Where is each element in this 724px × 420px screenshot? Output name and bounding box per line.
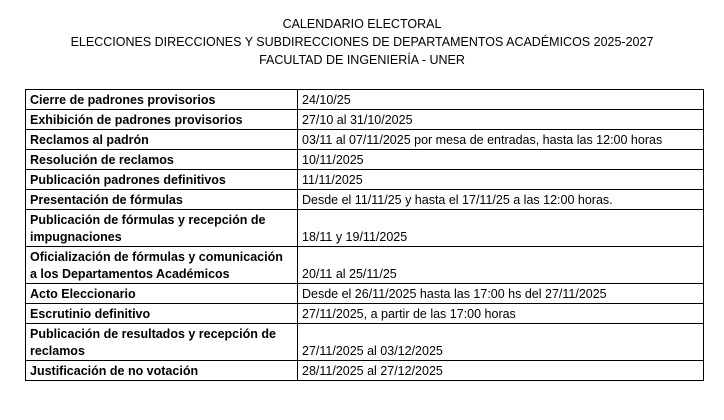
table-row <box>26 324 704 361</box>
table-row <box>26 150 704 170</box>
table-row <box>26 170 704 190</box>
table-row <box>26 210 704 247</box>
row-value: 10/11/2025 <box>298 150 704 170</box>
calendar-title: CALENDARIO ELECTORAL <box>282 17 442 31</box>
row-value: 27/11/2025 al 03/12/2025 <box>298 324 704 361</box>
row-label: Cierre de padrones provisorios <box>26 90 298 110</box>
row-value: 27/10 al 31/10/2025 <box>298 110 704 130</box>
row-value: 03/11 al 07/11/2025 por mesa de entradas, hasta las 12:00 horas <box>298 130 704 150</box>
row-label: Escrutinio definitivo <box>26 304 298 324</box>
row-label: Reclamos al padrón <box>26 130 298 150</box>
row-value: 11/11/2025 <box>298 170 704 190</box>
table-row <box>26 90 704 110</box>
row-value: 20/11 al 25/11/25 <box>298 247 704 284</box>
document-header <box>0 15 724 69</box>
election-title: ELECCIONES DIRECCIONES Y SUBDIRECCIONES DE DEPARTAMENTOS ACADÉMICOS 2025-2027 <box>70 35 654 49</box>
table-row <box>26 284 704 304</box>
row-label: Exhibición de padrones provisorios <box>26 110 298 130</box>
electoral-calendar-table <box>25 89 704 381</box>
row-value: 24/10/25 <box>298 90 704 110</box>
row-label: Justificación de no votación <box>26 361 298 381</box>
table-row <box>26 190 704 210</box>
row-label: Publicación de resultados y recepción de reclamos <box>26 324 298 361</box>
table-row <box>26 361 704 381</box>
faculty-title: FACULTAD DE INGENIERÍA - UNER <box>259 53 465 67</box>
table-row <box>26 130 704 150</box>
row-value: 28/11/2025 al 27/12/2025 <box>298 361 704 381</box>
row-label: Publicación de fórmulas y recepción de impugnaciones <box>26 210 298 247</box>
table-row <box>26 247 704 284</box>
table-row <box>26 304 704 324</box>
row-label: Oficialización de fórmulas y comunicación a los Departamentos Académicos <box>26 247 298 284</box>
row-label: Resolución de reclamos <box>26 150 298 170</box>
row-value: Desde el 11/11/25 y hasta el 17/11/25 a las 12:00 horas. <box>298 190 704 210</box>
row-value: Desde el 26/11/2025 hasta las 17:00 hs del 27/11/2025 <box>298 284 704 304</box>
row-value: 27/11/2025, a partir de las 17:00 horas <box>298 304 704 324</box>
row-label: Publicación padrones definitivos <box>26 170 298 190</box>
row-label: Acto Eleccionario <box>26 284 298 304</box>
row-value: 18/11 y 19/11/2025 <box>298 210 704 247</box>
row-label: Presentación de fórmulas <box>26 190 298 210</box>
table-row <box>26 110 704 130</box>
